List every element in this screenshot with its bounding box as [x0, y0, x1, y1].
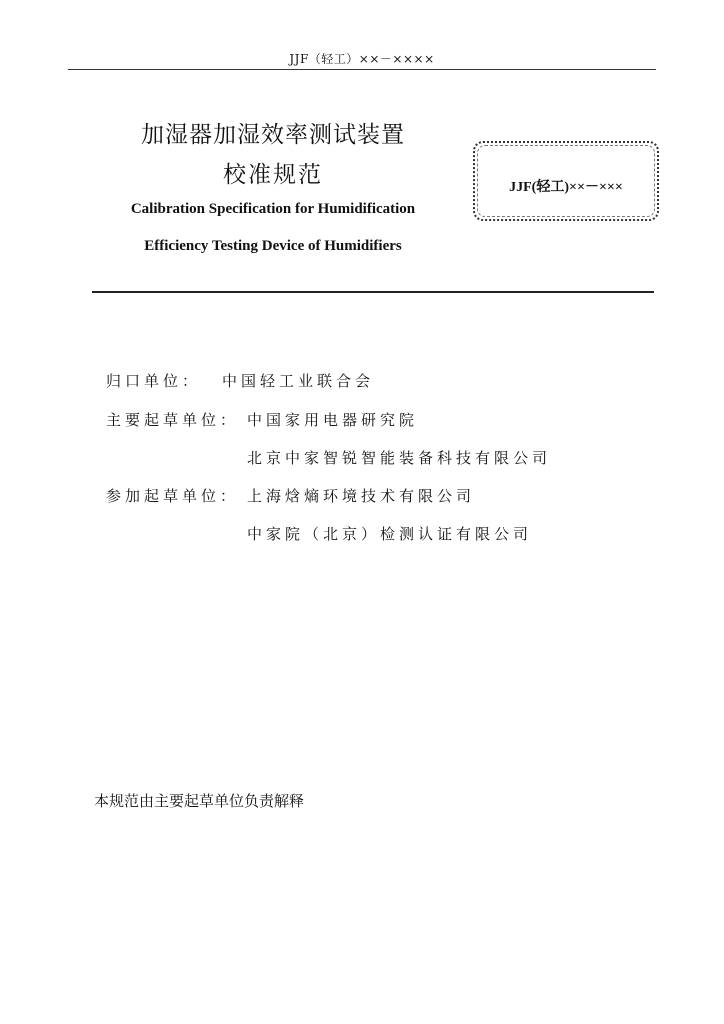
- responsible-unit-label: 归口单位：: [106, 372, 202, 390]
- code-box: [473, 141, 659, 221]
- title-cn-line2: 校准规范: [223, 162, 323, 188]
- main-rule: [92, 291, 654, 293]
- responsible-unit-value: 中国轻工业联合会: [222, 372, 375, 390]
- main-drafting-value-2: 北京中家智锐智能装备科技有限公司: [247, 449, 552, 467]
- main-drafting-value-1: 中国家用电器研究院: [247, 411, 419, 429]
- title-en-line2: Efficiency Testing Device of Humidifiers: [144, 238, 402, 254]
- participating-drafting-value-2: 中家院（北京）检测认证有限公司: [247, 525, 533, 543]
- title-en-line1: Calibration Specification for Humidification: [130, 201, 416, 217]
- header-rule: [68, 69, 656, 70]
- header-code: JJF（轻工）××－××××: [289, 52, 435, 66]
- interpretation-note: 本规范由主要起草单位负责解释: [94, 792, 305, 810]
- participating-drafting-value-1: 上海焓熵环境技术有限公司: [247, 487, 476, 505]
- code-box-text: JJF(轻工)××－×××: [509, 180, 623, 195]
- main-drafting-label: 主要起草单位：: [106, 411, 240, 429]
- title-cn-line1: 加湿器加湿效率测试装置: [141, 122, 405, 148]
- participating-drafting-label: 参加起草单位：: [106, 487, 240, 505]
